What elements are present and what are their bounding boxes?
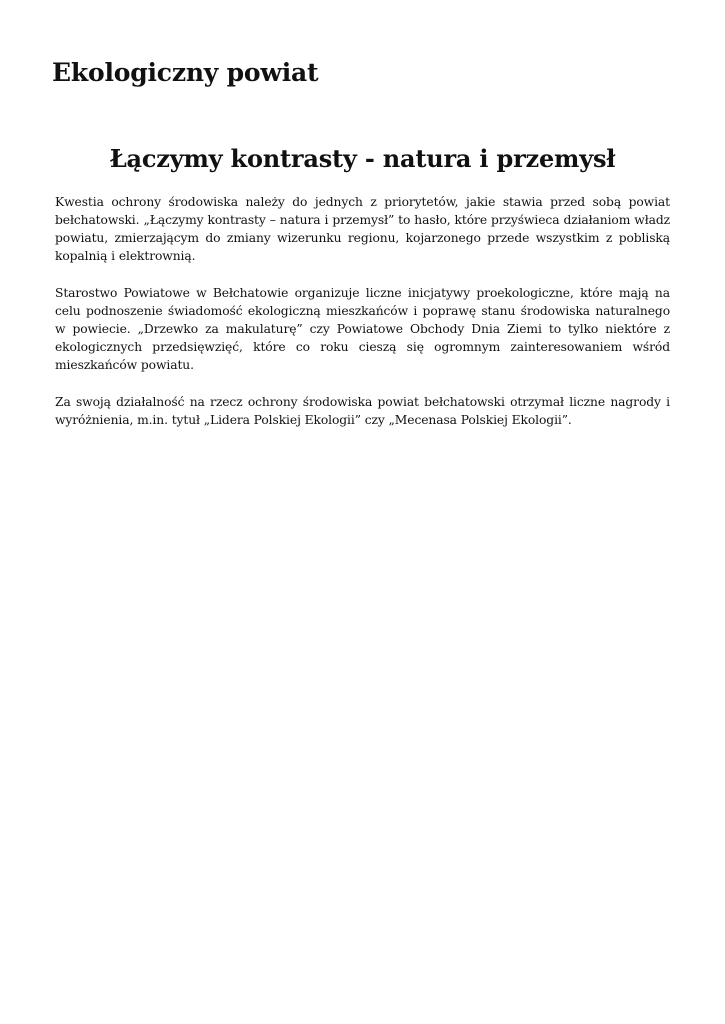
article-heading: Łączymy kontrasty - natura i przemysł: [109, 144, 616, 173]
article-body: [55, 193, 670, 448]
paragraph-1: Kwestia ochrony środowiska należy do jednych z priorytetów, jakie stawia przed sobą powiat bełchatowski. „Łączymy kontrasty – natura i przemysł” to hasło, które przyświeca działaniom władz powiatu, zmierzającym do zmiany wizerunku regionu, kojarzonego przede wszystkim z pobliską kopalnią i elektrownią.: [55, 195, 670, 263]
document-title: Ekologiczny powiat: [52, 58, 319, 87]
paragraph-3: Za swoją działalność na rzecz ochrony środowiska powiat bełchatowski otrzymał liczne nagrody i wyróżnienia, m.in. tytuł „Lidera Polskiej Ekologii” czy „Mecenasa Polskiej Ekologii”.: [55, 395, 670, 427]
paragraph-2: Starostwo Powiatowe w Bełchatowie organizuje liczne inicjatywy proekologiczne, które mają na celu podnoszenie świadomość ekologiczną mieszkańców i poprawę stanu środowiska naturalnego w powiecie. „Drzewko za makulaturę” czy Powiatowe Obchody Dnia Ziemi to tylko niektóre z ekologicznych przedsięwzięć, które co roku cieszą się ogromnym zainteresowaniem wśród mieszkańców powiatu.: [55, 286, 670, 372]
